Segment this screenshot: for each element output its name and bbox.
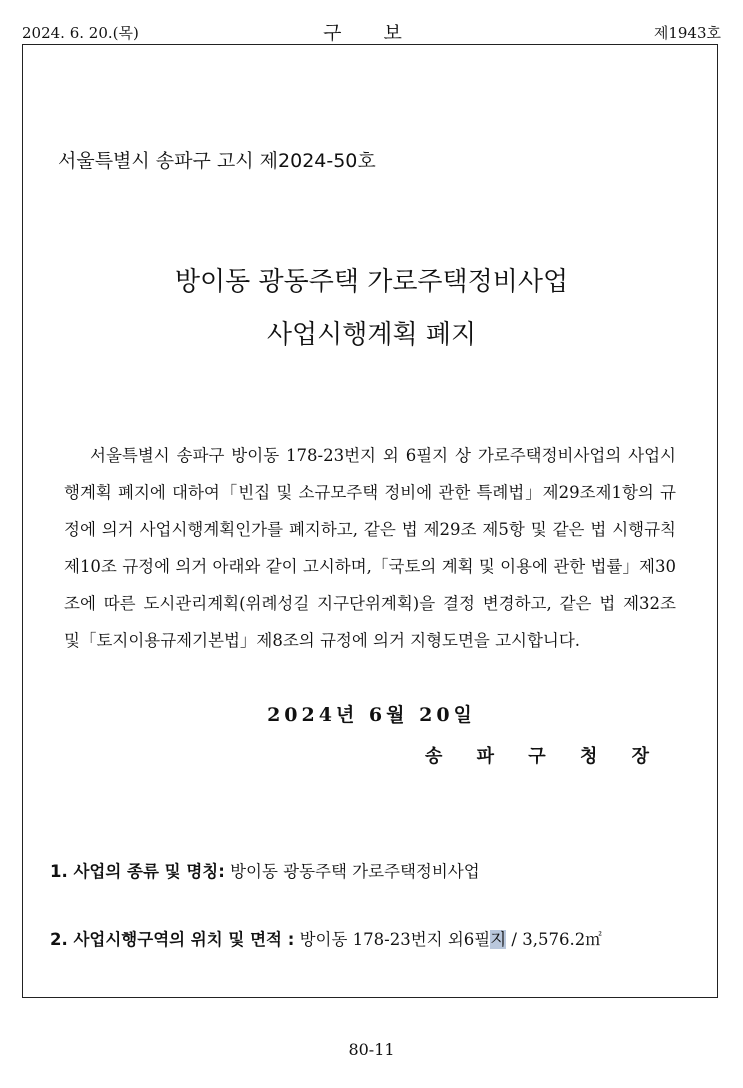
item-project-location (50, 926, 602, 950)
gazette-title: 구 보 (323, 22, 420, 44)
item-value: 방이동 광동주택 가로주택정비사업 (230, 862, 480, 881)
notice-body (64, 437, 676, 659)
item-value (300, 930, 602, 949)
item-project-type (50, 858, 480, 882)
issue-number: 제1943호 (653, 24, 721, 42)
notice-title-line2: 사업시행계획 폐지 (266, 320, 477, 350)
item-value-before: 방이동 178-23번지 외6필 (299, 930, 491, 949)
sign-date: 2024년 6월 20일 (267, 704, 476, 726)
notice-title (0, 256, 743, 362)
item-value-after: / 3,576.2㎡ (506, 930, 602, 949)
issue-date: 2024. 6. 20.(목) (22, 24, 139, 42)
signer: 송 파 구 청 장 (424, 746, 663, 767)
item-label: 1. 사업의 종류 및 명칭: (50, 862, 225, 881)
page-header (22, 18, 721, 44)
notice-title-line1: 방이동 광동주택 가로주택정비사업 (174, 267, 569, 297)
notice-number: 서울특별시 송파구 고시 제2024-50호 (58, 150, 376, 172)
page-number: 80-11 (348, 1040, 395, 1059)
notice-body-text: 서울특별시 송파구 방이동 178-23번지 외 6필지 상 가로주택정비사업의 사업시행계획 폐지에 대하여「빈집 및 소규모주택 정비에 관한 특례법」제29조제1항의 규정에 의거 사업시행계획인가를 폐지하고, 같은 법 제29조 제5항 및 같은 법 시행규칙 제10조 규정에 의거 아래와 같이 고시하며,「국토의 계획 및 이용에 관한 법률」제30조에 따른 도시관리계획(위례성길 지구단위계획)을 결정 변경하고, 같은 법 제32조 및「토지이용규제기본법」제8조의 규정에 의거 지형도면을 고시합니다. (64, 446, 676, 650)
text-selection-highlight[interactable]: 지 (490, 930, 507, 949)
item-label: 2. 사업시행구역의 위치 및 면적 : (50, 930, 295, 949)
